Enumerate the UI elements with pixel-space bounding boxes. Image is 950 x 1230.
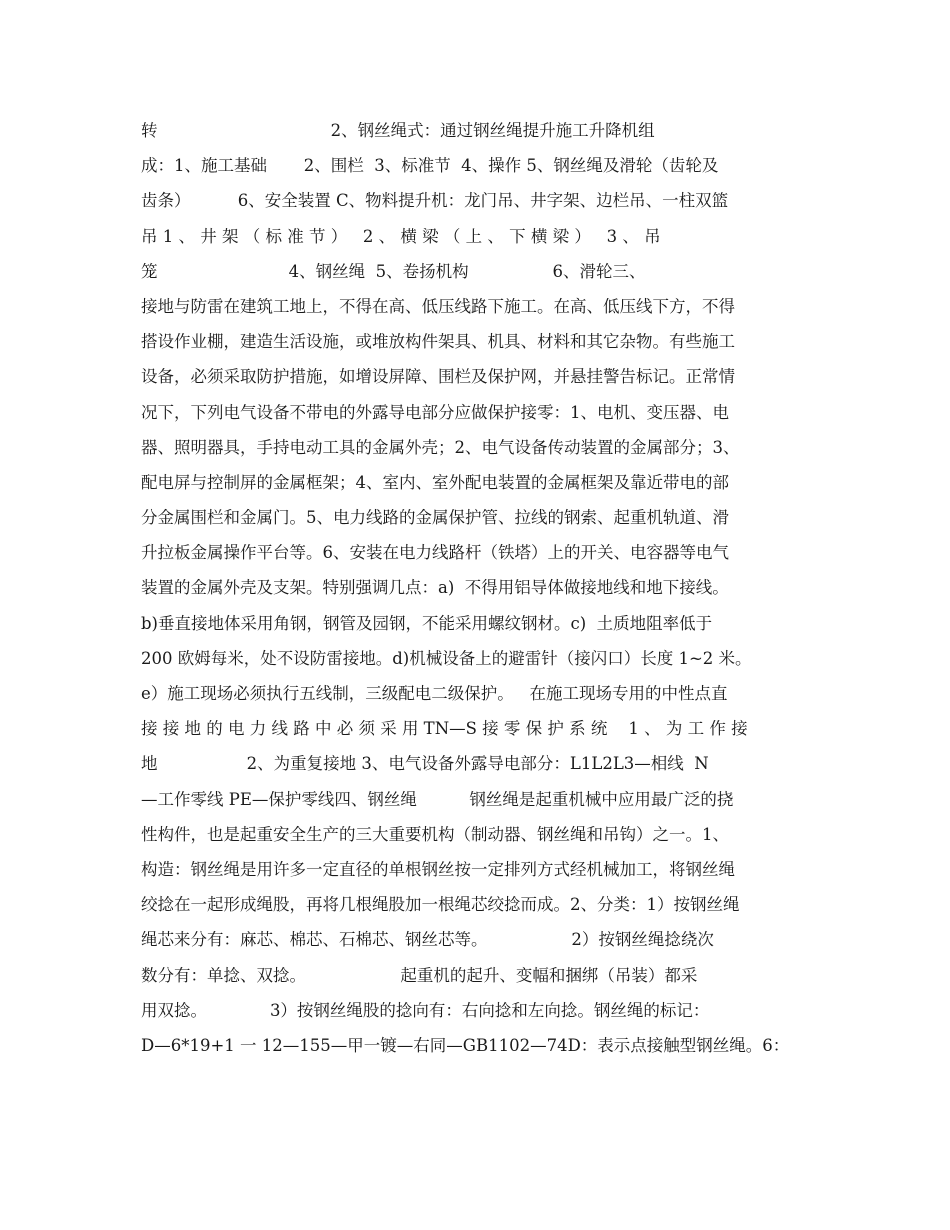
text-line: 数分有：单捻、双捻。 起重机的起升、变幅和捆绑（吊装）都采 [141, 965, 698, 985]
text-line: 地 2、为重复接地 3、电气设备外露导电部分：L1L2L3—相线 N [141, 754, 709, 774]
text-line: 绞捻在一起形成绳股，再将几根绳股加一根绳芯绞捻而成。2、分类：1）按钢丝绳 [141, 895, 740, 915]
text-line: 况下，下列电气设备不带电的外露导电部分应做保护接零：1、电机、变压器、电 [141, 402, 729, 422]
text-line: 器、照明器具，手持电动工具的金属外壳；2、电气设备传动装置的金属部分；3、 [141, 437, 740, 457]
text-line: 用双捻。 3）按钢丝绳股的捻向有：右向捻和左向捻。钢丝绳的标记： [141, 1000, 710, 1020]
text-line: e）施工现场必须执行五线制，三级配电二级保护。 在施工现场专用的中性点直 [141, 684, 728, 703]
text-line: 配电屏与控制屏的金属框架；4、室内、室外配电装置的金属框架及靠近带电的部 [141, 472, 729, 492]
text-line: 升拉板金属操作平台等。6、安装在电力线路杆（铁塔）上的开关、电容器等电气 [141, 543, 729, 563]
text-line: 搭设作业棚，建造生活设施，或堆放构件架具、机具、材料和其它杂物。有些施工 [141, 332, 735, 352]
text-line: —工作零线 PE—保护零线四、钢丝绳 钢丝绳是起重机械中应用最广泛的挠 [141, 789, 734, 809]
text-line: 成：1、施工基础 2、围栏 3、标准节 4、操作 5、钢丝绳及滑轮（齿轮及 [141, 156, 719, 176]
text-line: 转 2、钢丝绳式：通过钢丝绳提升施工升降机组 [141, 121, 655, 140]
text-line: 接地与防雷在建筑工地上，不得在高、低压线路下施工。在高、低压线下方，不得 [141, 296, 735, 316]
text-line: 笼 4、钢丝绳 5、卷扬机构 6、滑轮三、 [141, 261, 646, 281]
text-line: 分金属围栏和金属门。5、电力线路的金属保护管、拉线的钢索、起重机轨道、滑 [141, 508, 729, 528]
text-line: 200 欧姆每米，处不设防雷接地。d)机械设备上的避雷针（接闪口）长度 1~2 米。 [141, 648, 752, 668]
text-line: 绳芯来分有：麻芯、棉芯、石棉芯、钢丝芯等。 2）按钢丝绳捻绕次 [141, 930, 714, 950]
text-line: 接 接 地 的 电 力 线 路 中 必 须 采 用 TN—S 接 零 保 护 系 统 1 、 为 工 作 接 [141, 719, 748, 739]
text-line: 构造：钢丝绳是用许多一定直径的单根钢丝按一定排列方式经机械加工，将钢丝绳 [141, 859, 735, 879]
text-line: D—6*19+1 一 12—155—甲一镀—右同—GB1102—74D：表示点接触型钢丝绳。6： [141, 1035, 790, 1055]
text-line: 齿条） 6、安全装置 C、物料提升机：龙门吊、井字架、边栏吊、一柱双篮 [141, 191, 729, 211]
body-text [141, 113, 831, 1063]
text-line: 性构件，也是起重安全生产的三大重要机构（制动器、钢丝绳和吊钩）之一。1、 [141, 824, 729, 844]
text-line: 吊 1 、 井 架 （ 标 准 节 ） 2 、 横 梁 （ 上 、 下 横 梁 ） 3 、 吊 [141, 226, 661, 246]
text-line: 装置的金属外壳及支架。特别强调几点：a) 不得用铝导体做接地线和地下接线。 [141, 578, 729, 598]
text-line: b)垂直接地体采用角钢，钢管及园钢，不能采用螺纹钢材。c) 土质地阻率低于 [141, 613, 713, 633]
text-line: 设备，必须采取防护措施，如增设屏障、围栏及保护网，并悬挂警告标记。正常情 [141, 367, 735, 387]
